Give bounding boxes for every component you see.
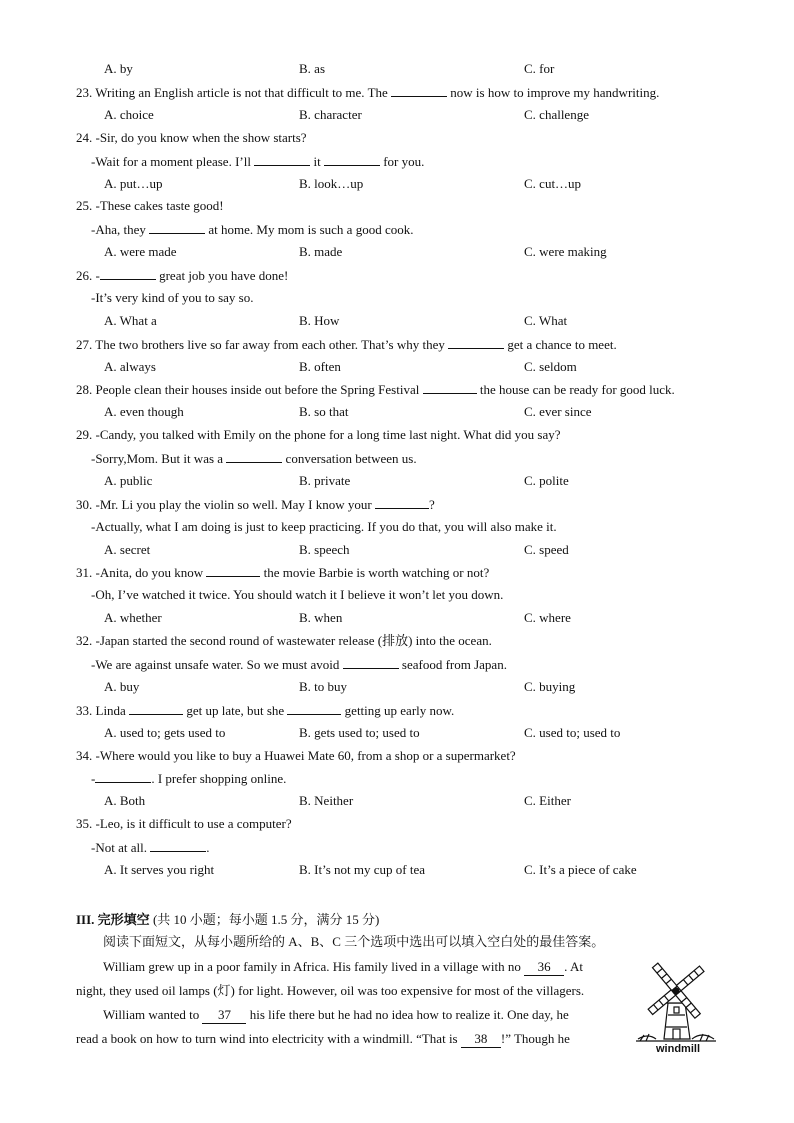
answer-blank <box>423 381 477 394</box>
passage-line: William wanted to 37 his life there but he had no idea how to realize it. One day, he <box>103 1007 569 1022</box>
q24-option-a: A. put…up <box>104 176 163 191</box>
q25-option-b: B. made <box>299 244 343 259</box>
q32-stem: 32. -Japan started the second round of wastewater release (排放) into the ocean. <box>76 633 492 648</box>
q29-stem: 29. -Candy, you talked with Emily on the phone for a long time last night. What did you say? <box>76 427 561 442</box>
q23-option-b: B. character <box>299 107 362 122</box>
answer-blank <box>448 336 504 349</box>
q26-stem: 26. - great job you have done! <box>76 268 289 283</box>
q25-stem: 25. -These cakes taste good! <box>76 198 224 213</box>
q35-reply: -Not at all. . <box>91 840 210 855</box>
q23-option-c: C. challenge <box>524 107 589 122</box>
answer-blank <box>129 702 183 715</box>
q27-option-c: C. seldom <box>524 359 577 374</box>
q26-option-c: C. What <box>524 313 568 328</box>
q35-option-a: A. It serves you right <box>104 862 215 877</box>
q31-stem: 31. -Anita, do you know the movie Barbie is worth watching or not? <box>76 565 490 580</box>
q23-option-a: A. choice <box>104 107 154 122</box>
q24-option-b: B. look…up <box>299 176 364 191</box>
passage-line: William grew up in a poor family in Africa. His family lived in a village with no 36 . At <box>103 959 583 974</box>
q28-option-a: A. even though <box>104 404 184 419</box>
q32-option-c: C. buying <box>524 679 576 694</box>
q30-stem: 30. -Mr. Li you play the violin so well. May I know your ? <box>76 497 435 512</box>
q33-stem: 33. Linda get up late, but she getting up early now. <box>76 703 455 718</box>
q35-option-c: C. It’s a piece of cake <box>524 862 637 877</box>
q24-reply: -Wait for a moment please. I’ll it for you. <box>91 154 425 169</box>
q26-option-a: A. What a <box>104 313 157 328</box>
q23-stem: 23. Writing an English article is not that difficult to me. The now is how to improve my handwriting. <box>76 85 660 100</box>
q30-reply: -Actually, what I am doing is just to keep practicing. If you do that, you will also make it. <box>91 519 557 534</box>
q34-stem: 34. -Where would you like to buy a Huawei Mate 60, from a shop or a supermarket? <box>76 748 516 763</box>
q29-reply: -Sorry,Mom. But it was a conversation between us. <box>91 451 417 466</box>
q29-option-c: C. polite <box>524 473 569 488</box>
q35-stem: 35. -Leo, is it difficult to use a computer? <box>76 816 292 831</box>
q26-option-b: B. How <box>299 313 340 328</box>
q25-option-a: A. were made <box>104 244 177 259</box>
q31-reply: -Oh, I’ve watched it twice. You should watch it I believe it won’t let you down. <box>91 587 504 602</box>
q34-option-c: C. Either <box>524 793 571 808</box>
q27-option-b: B. often <box>299 359 341 374</box>
answer-blank <box>150 839 206 852</box>
q31-option-b: B. when <box>299 610 343 625</box>
q24-stem: 24. -Sir, do you know when the show starts? <box>76 130 307 145</box>
q22-option-b: B. as <box>299 61 325 76</box>
answer-blank <box>100 267 156 280</box>
answer-blank <box>391 84 447 97</box>
q34-option-a: A. Both <box>104 793 146 808</box>
answer-blank <box>287 702 341 715</box>
q25-option-c: C. were making <box>524 244 607 259</box>
answer-blank <box>95 770 151 783</box>
q32-option-a: A. buy <box>104 679 140 694</box>
answer-blank <box>226 450 282 463</box>
cloze-blank-36: 36 <box>524 959 564 976</box>
q34-reply: - . I prefer shopping online. <box>91 771 287 786</box>
answer-blank <box>254 153 310 166</box>
answer-blank <box>375 496 429 509</box>
cloze-blank-37: 37 <box>202 1007 246 1024</box>
q29-option-a: A. public <box>104 473 153 488</box>
q30-option-b: B. speech <box>299 542 350 557</box>
section-instruction: 阅读下面短文，从每小题所给的 A、B、C 三个选项中选出可以填入空白处的最佳答案。 <box>103 934 605 949</box>
q22-option-c: C. for <box>524 61 555 76</box>
q27-option-a: A. always <box>104 359 156 374</box>
q32-reply: -We are against unsafe water. So we must avoid seafood from Japan. <box>91 657 507 672</box>
passage-line: read a book on how to turn wind into electricity with a windmill. “That is 38 !” Though he <box>76 1031 570 1046</box>
windmill-caption: windmill <box>656 1043 700 1055</box>
q30-option-c: C. speed <box>524 542 569 557</box>
q28-option-c: C. ever since <box>524 404 592 419</box>
q25-reply: -Aha, they at home. My mom is such a good cook. <box>91 222 414 237</box>
answer-blank <box>324 153 380 166</box>
q22-option-a: A. by <box>104 61 133 76</box>
q33-option-a: A. used to; gets used to <box>104 725 226 740</box>
q33-option-b: B. gets used to; used to <box>299 725 420 740</box>
q26-reply: -It’s very kind of you to say so. <box>91 290 254 305</box>
q31-option-c: C. where <box>524 610 571 625</box>
q24-option-c: C. cut…up <box>524 176 582 191</box>
q33-option-c: C. used to; used to <box>524 725 621 740</box>
passage-line: night, they used oil lamps (灯) for light. However, oil was too expensive for most of the villagers. <box>76 983 585 998</box>
q28-option-b: B. so that <box>299 404 349 419</box>
answer-blank <box>149 221 205 234</box>
q30-option-a: A. secret <box>104 542 151 557</box>
windmill-image <box>636 955 716 1060</box>
answer-blank <box>206 564 260 577</box>
q34-option-b: B. Neither <box>299 793 354 808</box>
q27-stem: 27. The two brothers live so far away from each other. That’s why they get a chance to meet. <box>76 337 617 352</box>
section-title: III. 完形填空 (共 10 小题；每小题 1.5 分，满分 15 分) <box>76 912 380 927</box>
q29-option-b: B. private <box>299 473 351 488</box>
q31-option-a: A. whether <box>104 610 162 625</box>
q28-stem: 28. People clean their houses inside out before the Spring Festival the house can be ready for good luck. <box>76 382 675 397</box>
q32-option-b: B. to buy <box>299 679 348 694</box>
q35-option-b: B. It’s not my cup of tea <box>299 862 426 877</box>
windmill-icon <box>636 955 716 1047</box>
cloze-blank-38: 38 <box>461 1031 501 1048</box>
answer-blank <box>343 656 399 669</box>
